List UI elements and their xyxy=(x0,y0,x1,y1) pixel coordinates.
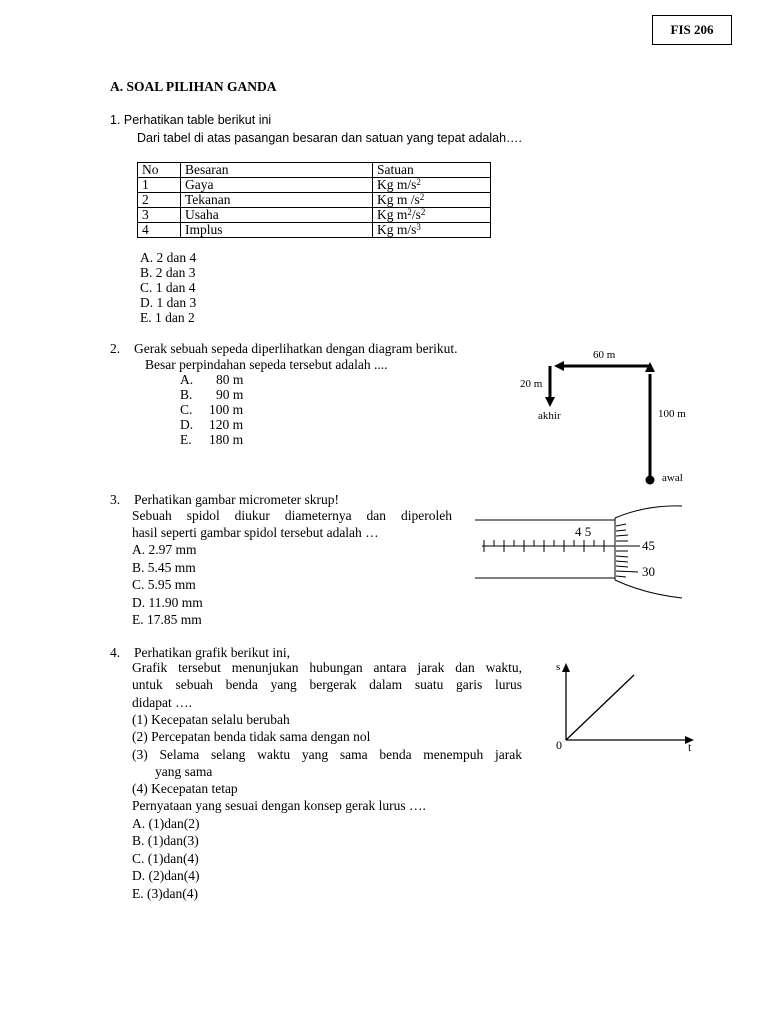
label-100m: 100 m xyxy=(658,408,686,420)
q2-option-e-letter[interactable]: E. xyxy=(180,432,192,447)
q1-table-header xyxy=(138,163,491,178)
q2-displacement-diagram xyxy=(500,340,710,490)
q4-line3: didapat …. xyxy=(132,695,192,710)
q2-option-c-letter[interactable]: C. xyxy=(180,402,193,417)
q4-statement-2: (2) Percepatan benda tidak sama dengan nol xyxy=(132,729,371,744)
q3-option-b[interactable]: B. 5.45 mm xyxy=(132,560,196,575)
q1-cell-satuan xyxy=(373,193,491,208)
document-code: FIS 206 xyxy=(652,15,732,45)
q1-cell-besaran: Implus xyxy=(181,223,373,238)
q4-statement-1: (1) Kecepatan selalu berubah xyxy=(132,712,290,727)
origin-label: 0 xyxy=(556,738,562,752)
label-60m: 60 m xyxy=(593,349,616,361)
q4-statement-3: (3) Selama selang waktu yang sama benda menempuh jarak xyxy=(132,747,522,762)
q2-option-a-letter[interactable]: A. xyxy=(180,372,194,387)
graph-line xyxy=(566,675,634,740)
q4-option-a[interactable]: A. (1)dan(2) xyxy=(132,816,200,831)
start-point-dot xyxy=(646,476,655,485)
q2-option-b-letter[interactable]: B. xyxy=(180,387,193,402)
q1-cell-satuan xyxy=(373,178,491,193)
unit-exponent: 2 xyxy=(419,192,425,202)
q4-option-d[interactable]: D. (2)dan(4) xyxy=(132,868,200,883)
q1-table xyxy=(137,162,491,238)
table-row xyxy=(138,178,491,193)
q1-prompt: Dari tabel di atas pasangan besaran dan satuan yang tepat adalah…. xyxy=(137,131,522,145)
q3-option-c[interactable]: C. 5.95 mm xyxy=(132,577,196,592)
q1-option-c[interactable]: C. 1 dan 4 xyxy=(140,280,196,295)
q2-option-b-value[interactable]: 90 m xyxy=(216,387,244,402)
q1-cell-satuan xyxy=(373,223,491,238)
label-akhir: akhir xyxy=(538,410,561,422)
unit-exponent: 3 xyxy=(416,222,421,232)
unit-exponent-2: 2 xyxy=(420,207,426,217)
q1-cell-no: 2 xyxy=(138,193,181,208)
q1-option-b[interactable]: B. 2 dan 3 xyxy=(140,265,196,280)
q1-cell-besaran: Gaya xyxy=(181,178,373,193)
q2-option-d-value[interactable]: 120 m xyxy=(209,417,244,432)
q1-col-besaran: Besaran xyxy=(181,163,373,178)
q4-distance-time-graph xyxy=(545,655,705,755)
table-row xyxy=(138,208,491,223)
q2-prompt: Besar perpindahan sepeda tersebut adalah .... xyxy=(145,357,388,372)
q4-statement-3-cont: yang sama xyxy=(155,764,213,779)
q2-number: 2. xyxy=(110,341,121,356)
thimble-label-45: 45 xyxy=(642,538,655,553)
q1-option-d[interactable]: D. 1 dan 3 xyxy=(140,295,197,310)
q3-micrometer-diagram xyxy=(470,500,690,605)
q3-line1: Sebuah spidol diukur diameternya dan diperoleh xyxy=(132,508,452,523)
q4-option-e[interactable]: E. (3)dan(4) xyxy=(132,886,198,901)
q3-line2: hasil seperti gambar spidol tersebut adalah … xyxy=(132,525,379,540)
q1-cell-besaran: Tekanan xyxy=(181,193,373,208)
q4-line2: untuk sebuah benda yang bergerak dalam suatu garis lurus xyxy=(132,677,522,692)
q4-question: Pernyataan yang sesuai dengan konsep gerak lurus …. xyxy=(132,798,426,813)
unit-base: Kg m/s xyxy=(377,222,417,237)
y-axis-arrow-icon xyxy=(562,663,570,672)
q1-option-e[interactable]: E. 1 dan 2 xyxy=(140,310,195,325)
q1-cell-satuan xyxy=(373,208,491,223)
q3-option-a[interactable]: A. 2.97 mm xyxy=(132,542,197,557)
q1-option-a[interactable]: A. 2 dan 4 xyxy=(140,250,197,265)
unit-base: Kg m xyxy=(377,207,408,222)
q1-col-satuan: Satuan xyxy=(373,163,491,178)
thimble-label-30: 30 xyxy=(642,564,655,579)
q1-title: 1. Perhatikan table berikut ini xyxy=(110,113,272,127)
q4-option-b[interactable]: B. (1)dan(3) xyxy=(132,833,199,848)
table-row xyxy=(138,223,491,238)
q2-option-a-value[interactable]: 80 m xyxy=(216,372,244,387)
arrow-down-icon xyxy=(545,397,555,407)
q3-option-e[interactable]: E. 17.85 mm xyxy=(132,612,202,627)
unit-base: Kg m/s xyxy=(377,177,417,192)
unit-exponent: 2 xyxy=(407,207,412,217)
q4-line1: Grafik tersebut menunjukan hubungan antara jarak dan waktu, xyxy=(132,660,522,675)
q1-col-no: No xyxy=(138,163,181,178)
section-title: A. SOAL PILIHAN GANDA xyxy=(110,79,277,94)
label-awal: awal xyxy=(662,472,683,484)
q4-number: 4. xyxy=(110,645,121,660)
q2-option-d-letter[interactable]: D. xyxy=(180,417,194,432)
q4-statement-4: (4) Kecepatan tetap xyxy=(132,781,238,796)
unit-exponent: 2 xyxy=(416,177,421,187)
q4-title: Perhatikan grafik berikut ini, xyxy=(134,645,290,660)
unit-tail: /s xyxy=(411,207,421,222)
label-20m: 20 m xyxy=(520,378,543,390)
q3-number: 3. xyxy=(110,492,121,507)
q1-cell-besaran: Usaha xyxy=(181,208,373,223)
q1-cell-no: 1 xyxy=(138,178,181,193)
q1-cell-no: 3 xyxy=(138,208,181,223)
y-axis-label: s xyxy=(556,661,561,673)
q2-option-c-value[interactable]: 100 m xyxy=(209,402,244,417)
thimble-scale-ticks xyxy=(616,524,640,577)
x-axis-label: t xyxy=(688,740,692,754)
arrow-left-icon xyxy=(554,361,564,371)
table-row xyxy=(138,193,491,208)
q2-title: Gerak sebuah sepeda diperlihatkan dengan diagram berikut. xyxy=(134,341,458,356)
unit-base: Kg m /s xyxy=(377,192,420,207)
q1-cell-no: 4 xyxy=(138,223,181,238)
q2-option-e-value[interactable]: 180 m xyxy=(209,432,244,447)
q4-option-c[interactable]: C. (1)dan(4) xyxy=(132,851,199,866)
q3-title: Perhatikan gambar micrometer skrup! xyxy=(134,492,340,507)
frame-curve-bottom xyxy=(615,580,682,598)
main-scale-label: 4 5 xyxy=(575,524,592,539)
frame-curve-top xyxy=(615,506,682,518)
q3-option-d[interactable]: D. 11.90 mm xyxy=(132,595,203,610)
